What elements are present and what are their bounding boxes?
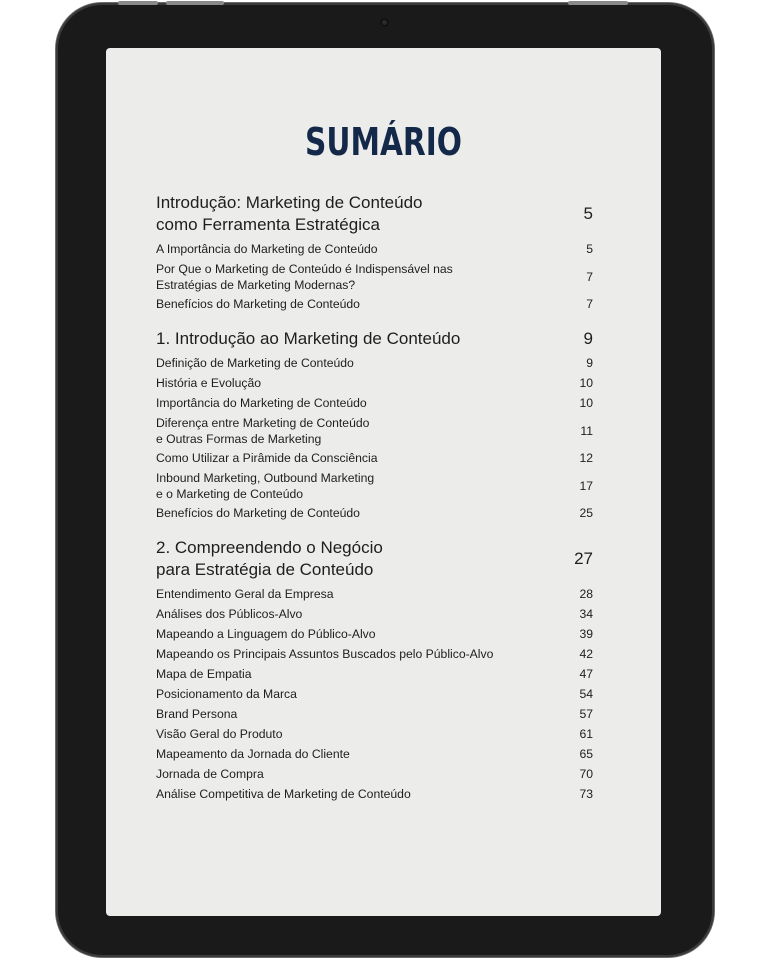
toc-entry-page: 47	[579, 667, 593, 682]
toc-entry[interactable]	[156, 504, 593, 524]
toc-chapter-page: 9	[583, 329, 593, 348]
toc-entry[interactable]	[156, 240, 593, 260]
toc-chapter-page: 5	[583, 204, 593, 223]
page-title: SUMÁRIO	[305, 120, 462, 164]
toc-entry-page: 70	[579, 767, 593, 782]
toc-entry[interactable]	[156, 449, 593, 469]
toc-entry[interactable]	[156, 645, 593, 665]
toc-chapter-page: 27	[574, 549, 593, 568]
toc-entry[interactable]	[156, 585, 593, 605]
toc-entry[interactable]	[156, 260, 593, 295]
toc-entry-title: Análises dos Públicos-Alvo	[156, 607, 303, 622]
screen	[106, 48, 661, 916]
toc-entry-page: 73	[579, 787, 593, 802]
toc-entry[interactable]	[156, 469, 593, 504]
toc-entry-title: Benefícios do Marketing de Conteúdo	[156, 506, 360, 521]
toc-entry-page: 39	[579, 627, 593, 642]
toc-entry[interactable]	[156, 725, 593, 745]
toc-entry[interactable]	[156, 295, 593, 315]
toc-entry[interactable]	[156, 605, 593, 625]
toc-entry-title: Posicionamento da Marca	[156, 687, 297, 702]
toc-entry[interactable]	[156, 414, 593, 449]
toc-entry-page: 42	[579, 647, 593, 662]
volume-up-button	[118, 1, 158, 5]
toc-entry-title: Por Que o Marketing de Conteúdo é Indispensável nas Estratégias de Marketing Modernas?	[156, 262, 453, 292]
toc-entry[interactable]	[156, 765, 593, 785]
toc-entry-title: Mapeando os Principais Assuntos Buscados pelo Público-Alvo	[156, 647, 494, 662]
toc-section	[156, 328, 593, 524]
toc-entry[interactable]	[156, 745, 593, 765]
toc-entry-title: Visão Geral do Produto	[156, 727, 283, 742]
toc-chapter[interactable]	[156, 192, 593, 236]
toc-entry-title: Análise Competitiva de Marketing de Conteúdo	[156, 787, 411, 802]
toc-entry-page: 57	[579, 707, 593, 722]
toc-entry-page: 7	[586, 269, 593, 284]
toc-entry-page: 7	[586, 297, 593, 312]
toc-entry[interactable]	[156, 665, 593, 685]
toc-entry-page: 34	[579, 607, 593, 622]
toc-entry-title: Entendimento Geral da Empresa	[156, 587, 334, 602]
toc-entry-page: 10	[579, 396, 593, 411]
toc-entry-page: 11	[580, 423, 593, 438]
toc-entry-page: 12	[579, 451, 593, 466]
toc-entry-title: Benefícios do Marketing de Conteúdo	[156, 297, 360, 312]
power-button	[568, 1, 628, 5]
toc-entry-page: 61	[579, 727, 593, 742]
toc-entry-title: História e Evolução	[156, 376, 261, 391]
toc-entry-title: A Importância do Marketing de Conteúdo	[156, 242, 378, 257]
toc-entry-title: Como Utilizar a Pirâmide da Consciência	[156, 451, 378, 466]
toc-entry-page: 5	[586, 242, 593, 257]
volume-down-button	[166, 1, 224, 5]
toc-entry-title: Inbound Marketing, Outbound Marketing e o Marketing de Conteúdo	[156, 471, 375, 501]
toc-chapter-title: 2. Compreendendo o Negócio para Estratégia de Conteúdo	[156, 538, 383, 579]
toc-chapter-title: Introdução: Marketing de Conteúdo como Ferramenta Estratégica	[156, 193, 423, 234]
toc-entry-page: 10	[579, 376, 593, 391]
table-of-contents	[156, 192, 593, 818]
toc-entry-title: Diferença entre Marketing de Conteúdo e Outras Formas de Marketing	[156, 416, 370, 446]
toc-entry-title: Definição de Marketing de Conteúdo	[156, 356, 354, 371]
toc-entry[interactable]	[156, 705, 593, 725]
toc-section	[156, 537, 593, 805]
toc-entry-page: 54	[579, 687, 593, 702]
toc-chapter-title: 1. Introdução ao Marketing de Conteúdo	[156, 329, 461, 348]
toc-entry[interactable]	[156, 374, 593, 394]
toc-entry-title: Brand Persona	[156, 707, 238, 722]
toc-entry-page: 28	[579, 587, 593, 602]
toc-entry-title: Importância do Marketing de Conteúdo	[156, 396, 367, 411]
toc-entry[interactable]	[156, 354, 593, 374]
toc-entry[interactable]	[156, 394, 593, 414]
toc-entry-title: Mapeando a Linguagem do Público-Alvo	[156, 627, 376, 642]
toc-entry[interactable]	[156, 685, 593, 705]
toc-entry-title: Mapeamento da Jornada do Cliente	[156, 747, 350, 762]
toc-entry-page: 65	[579, 747, 593, 762]
toc-section	[156, 192, 593, 315]
toc-entry-page: 9	[586, 356, 593, 371]
tablet-frame	[56, 3, 714, 957]
toc-entry-page: 25	[579, 506, 593, 521]
toc-chapter[interactable]	[156, 328, 593, 350]
toc-entry[interactable]	[156, 785, 593, 805]
toc-entry-title: Mapa de Empatia	[156, 667, 252, 682]
toc-chapter[interactable]	[156, 537, 593, 581]
toc-entry-title: Jornada de Compra	[156, 767, 264, 782]
toc-entry[interactable]	[156, 625, 593, 645]
camera-icon	[380, 18, 389, 27]
toc-entry-page: 17	[579, 478, 593, 493]
